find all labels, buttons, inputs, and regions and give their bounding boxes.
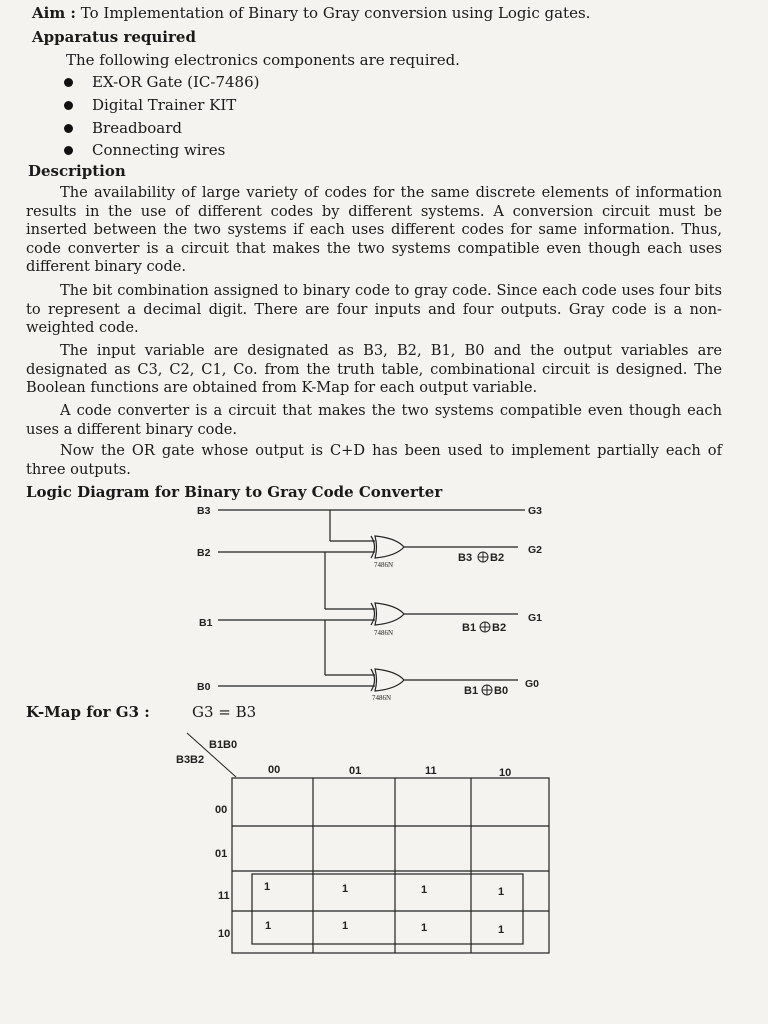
kmap-cell: 1: [498, 924, 505, 936]
kmap-cell: 1: [421, 922, 428, 934]
list-item: Connecting wires: [62, 139, 259, 162]
paragraph-text: The input variable are designated as B3, B2, B1, B0 and the output variables are designated as C3, C2, C1, Co. from the truth table, combinational circuit is designed. The Boolean functions are obtained from K-Map for each output variable.: [26, 342, 722, 397]
aim-label: Aim :: [32, 4, 76, 22]
paragraph-text: A code converter is a circuit that makes the two systems compatible even though each uses a different binary code.: [26, 402, 722, 438]
kmap-row-label: 10: [218, 928, 231, 940]
paragraph-text: The bit combination assigned to binary code to gray code. Since each code uses four bits to represent a decimal digit. There are four inputs and four outputs. Gray code is a non-weighted code.: [26, 282, 722, 337]
output-label-g2: G2: [528, 544, 543, 556]
kmap-row-variable: B3B2: [176, 754, 205, 766]
list-item: Digital Trainer KIT: [62, 94, 259, 117]
apparatus-intro: The following electronics components are required.: [66, 51, 460, 69]
apparatus-heading: Apparatus required: [32, 28, 196, 46]
kmap-grouping-loop: [252, 874, 523, 944]
aim-text: To Implementation of Binary to Gray conversion using Logic gates.: [80, 4, 591, 22]
output-label-g1: G1: [528, 612, 543, 624]
kmap-cell: 1: [265, 920, 272, 932]
gate-part-label: 7486N: [374, 561, 394, 569]
kmap-heading: K-Map for G3 :: [26, 703, 150, 721]
expr-g0-right: B0: [494, 685, 509, 697]
expr-g0-left: B1: [464, 685, 479, 697]
kmap-col-variable: B1B0: [209, 739, 238, 751]
kmap-cell: 1: [264, 881, 271, 893]
kmap-cell: 1: [421, 884, 428, 896]
expr-g2-left: B3: [458, 552, 473, 564]
kmap-cell: 1: [342, 920, 349, 932]
kmap-col-label: 11: [425, 765, 437, 777]
output-label-g0: G0: [525, 678, 540, 690]
paragraph-text: Now the OR gate whose output is C+D has been used to implement partially each of three outputs.: [26, 442, 722, 478]
kmap-col-label: 00: [268, 764, 281, 776]
output-label-g3: G3: [528, 505, 543, 517]
list-item: EX-OR Gate (IC-7486): [62, 71, 259, 94]
kmap-row-label: 01: [215, 848, 228, 860]
kmap-cell: 1: [342, 883, 349, 895]
kmap-equation: G3 = B3: [192, 703, 257, 721]
input-label-b2: B2: [197, 547, 211, 559]
kmap-cell: 1: [498, 886, 505, 898]
list-item: Breadboard: [62, 117, 259, 140]
gate-part-label: 7486N: [374, 629, 394, 637]
input-label-b0: B0: [197, 681, 211, 693]
kmap-row-label: 11: [218, 890, 230, 902]
expr-g2-right: B2: [490, 552, 505, 564]
paragraph-text: The availability of large variety of codes for the same discrete elements of information results in the use of different codes by different systems. A conversion circuit must be inserted between the two systems if each uses different codes for same information. Thus, code converter is a circuit that makes the two systems compatible even though each uses different binary code.: [26, 184, 722, 276]
description-heading: Description: [28, 162, 126, 180]
kmap-col-label: 10: [499, 767, 512, 779]
logic-diagram-heading: Logic Diagram for Binary to Gray Code Converter: [26, 483, 443, 501]
expr-g1-left: B1: [462, 622, 477, 634]
kmap-col-label: 01: [349, 765, 362, 777]
input-label-b3: B3: [197, 505, 211, 517]
expr-g1-right: B2: [492, 622, 507, 634]
gate-part-label: 7486N: [372, 694, 392, 702]
input-label-b1: B1: [199, 617, 213, 629]
kmap-row-label: 00: [215, 804, 228, 816]
